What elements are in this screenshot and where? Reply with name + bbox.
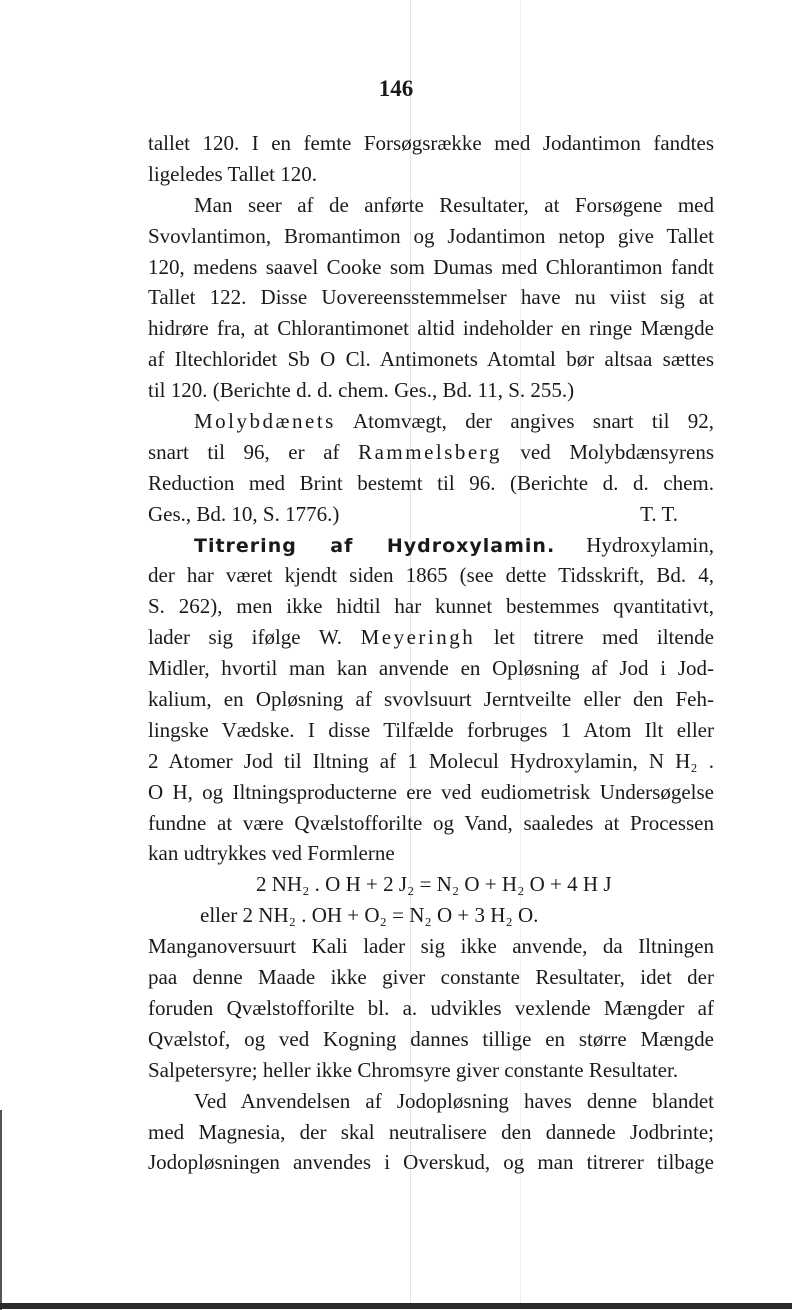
body-text [148, 128, 714, 1178]
text-line: Reduction med Brint bestemt til 96. (Berichte d. d. chem. [148, 470, 714, 495]
text-line: 2 Atomer Jod til Iltning af 1 Molecul Hydroxylamin, N H₂ . [148, 748, 714, 773]
text-line: Salpetersyre; heller ikke Chromsyre giver constante Resultater. [148, 1057, 679, 1082]
text-line: Man seer af de anførte Resultater, at Forsøgene med [194, 192, 714, 217]
paragraph-antimony-end [148, 128, 714, 190]
chemical-formula: eller 2 NH₂ . OH + O₂ = N₂ O + 3 H₂ O. [200, 903, 539, 928]
text-line: Svovlantimon, Bromantimon og Jodantimon netop give Tallet [148, 223, 714, 248]
text-span: snart til 96, er af [148, 439, 359, 464]
text-line: O H, og Iltningsproducterne ere ved eudiometrisk Undersøgelse [148, 779, 714, 804]
text-span: ved Molybdænsyrens [501, 439, 714, 464]
paragraph-molybdenum [148, 406, 714, 530]
chemical-formula: 2 NH₂ . O H + 2 J₂ = N₂ O + H₂ O + 4 H J [256, 872, 612, 897]
author-name: Rammelsberg [358, 439, 502, 464]
page-bottom-edge [0, 1303, 792, 1309]
text-line: Ved Anvendelsen af Jodopløsning haves denne blandet [194, 1088, 714, 1113]
text-line: Manganoversuurt Kali lader sig ikke anvende, da Iltningen [148, 934, 714, 959]
paragraph-antimony-conclusion [148, 190, 714, 406]
paragraph-permanganate [148, 931, 714, 1085]
text-line: der har været kjendt siden 1865 (see dette Tidsskrift, Bd. 4, [148, 563, 714, 588]
paragraph-hydroxylamine [148, 530, 714, 870]
text-line: fundne at være Qvælstofforilte og Vand, saaledes at Processen [148, 810, 714, 835]
text-line [148, 499, 714, 530]
page-number: 146 [378, 76, 414, 101]
text-line [148, 530, 714, 561]
text-line: Qvælstof, og ved Kogning dannes tillige en større Mængde [148, 1026, 714, 1051]
text-line: tallet 120. I en femte Forsøgsrække med Jodantimon fandtes [148, 131, 714, 155]
text-span: let titrere med iltende [475, 625, 714, 650]
text-span: lader sig ifølge W. [148, 625, 361, 650]
text-line: Midler, hvortil man kan anvende en Opløsning af Jod i Jod- [148, 656, 714, 681]
text-span: Hydroxylamin, [555, 532, 714, 557]
text-line: Tallet 122. Disse Uovereensstemmelser have nu viist sig at [148, 285, 714, 310]
text-line: Jodopløsningen anvendes i Overskud, og man titrerer tilbage [148, 1150, 714, 1175]
text-line: til 120. (Berichte d. d. chem. Ges., Bd. 11, S. 255.) [148, 378, 575, 403]
text-line [148, 406, 714, 437]
spaced-term: Molybdænets [194, 409, 336, 434]
text-line: af Iltechloridet Sb O Cl. Antimonets Atomtal bør altsaa sættes [148, 347, 714, 372]
text-line: S. 262), men ikke hidtil har kunnet bestemmes qvantitativt, [148, 594, 714, 619]
page-edge-shadow [0, 1110, 2, 1310]
author-name: Meyeringh [360, 625, 476, 650]
text-line: 120, medens saavel Cooke som Dumas med Chlorantimon fandt [148, 254, 714, 279]
text-span: Atomvægt, der angives snart til 92, [335, 409, 714, 434]
text-line: paa denne Maade ikke giver constante Resultater, idet der [148, 965, 714, 990]
citation: Ges., Bd. 10, S. 1776.) [148, 501, 340, 526]
text-line [148, 437, 714, 468]
text-line: kalium, en Opløsning af svovlsuurt Jerntveilte eller den Feh- [148, 687, 714, 712]
text-line: hidrøre fra, at Chlorantimonet altid indeholder en ringe Mængde [148, 316, 714, 341]
text-line: ligeledes Tallet 120. [148, 161, 318, 186]
signature: T. T. [640, 501, 678, 526]
text-line: kan udtrykkes ved Formlerne [148, 841, 395, 866]
section-heading: Titrering af Hydroxylamin. [194, 534, 556, 557]
formula-block [148, 869, 714, 931]
paragraph-iodine-solution [148, 1086, 714, 1179]
text-line: med Magnesia, der skal neutralisere den dannede Jodbrinte; [148, 1119, 714, 1144]
text-line [148, 622, 714, 653]
text-line: foruden Qvælstofforilte bl. a. udvikles vexlende Mængder af [148, 995, 714, 1020]
text-line: lingske Vædske. I disse Tilfælde forbruges 1 Atom Ilt eller [148, 717, 714, 742]
